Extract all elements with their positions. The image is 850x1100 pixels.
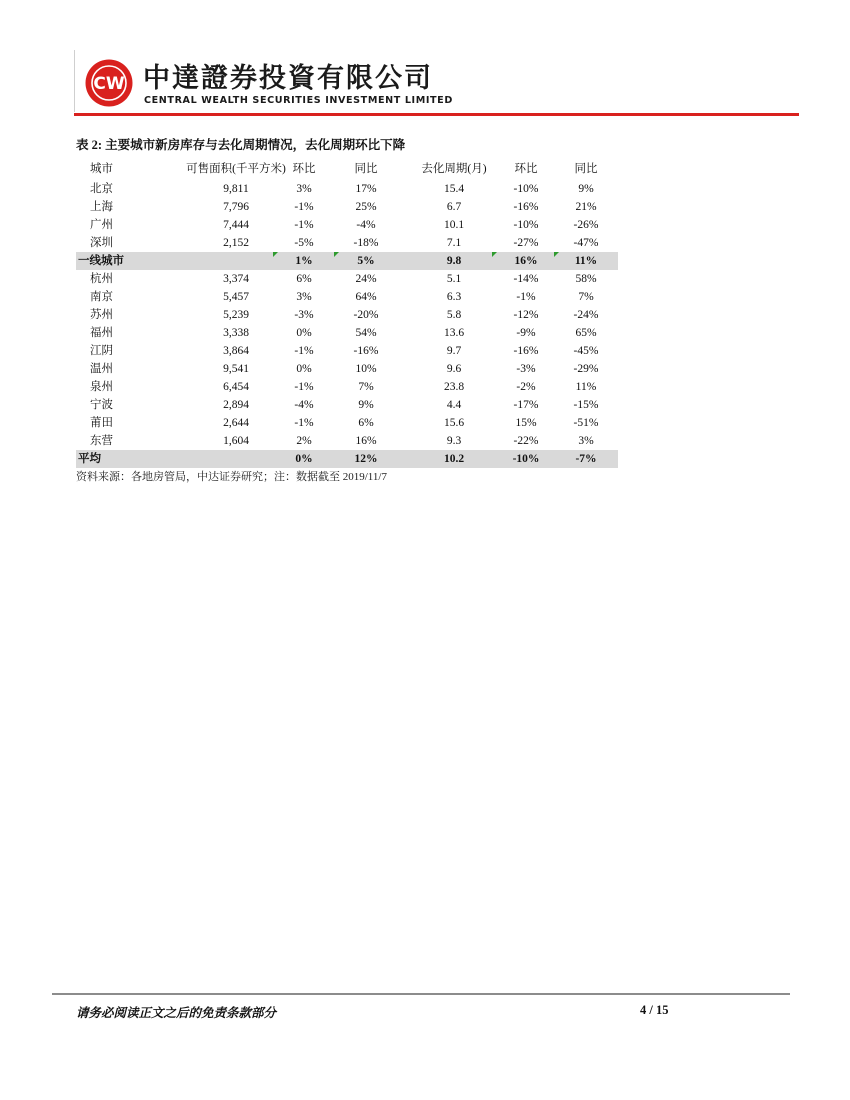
- table-row: [76, 216, 618, 234]
- cell-area: 3,864: [223, 345, 249, 357]
- cell-months: 9.6: [446, 363, 462, 375]
- company-name-en: CENTRAL WEALTH SECURITIES INVESTMENT LIMITED: [144, 95, 453, 106]
- cell-months: 23.8: [443, 381, 465, 393]
- cell-months-yoy: -45%: [573, 345, 599, 357]
- header-area-yoy: 同比: [354, 163, 378, 175]
- company-logo: [84, 58, 134, 108]
- table-row: [76, 198, 618, 216]
- cell-months-mom: -14%: [513, 273, 539, 285]
- cell-months-mom: -10%: [513, 183, 539, 195]
- cell-area-yoy: 6%: [358, 417, 374, 429]
- cell-months-mom: -27%: [513, 237, 539, 249]
- cell-area-mom: 0%: [295, 453, 313, 465]
- cell-months-yoy: 7%: [578, 291, 594, 303]
- table-row: [76, 252, 618, 270]
- header-divider: [74, 50, 75, 112]
- cell-area-mom: -3%: [294, 309, 314, 321]
- cell-area: 7,796: [223, 201, 249, 213]
- cell-area-yoy: 17%: [355, 183, 377, 195]
- cell-city: 杭州: [90, 273, 113, 285]
- cell-area-mom: -4%: [294, 399, 314, 411]
- cell-months-mom: -16%: [513, 201, 539, 213]
- cell-months: 7.1: [446, 237, 462, 249]
- table-row: [76, 450, 618, 468]
- cell-months-mom: -2%: [516, 381, 536, 393]
- cell-months-yoy: 3%: [578, 435, 594, 447]
- table-title: 表 2: 主要城市新房库存与去化周期情况，去化周期环比下降: [76, 138, 406, 152]
- cell-months-mom: 16%: [514, 255, 538, 267]
- table-row: [76, 180, 618, 198]
- cell-area-mom: -1%: [294, 417, 314, 429]
- cell-city: 东营: [90, 435, 113, 447]
- footer-rule: [52, 993, 790, 995]
- cell-city: 苏州: [90, 309, 113, 321]
- table-row: [76, 396, 618, 414]
- cell-months: 9.7: [446, 345, 462, 357]
- cell-months-yoy: 21%: [575, 201, 597, 213]
- header-months-yoy: 同比: [574, 163, 598, 175]
- cell-area-yoy: 5%: [357, 255, 375, 267]
- table-row: [76, 324, 618, 342]
- cell-city: 温州: [90, 363, 113, 375]
- cell-months-mom: -10%: [513, 219, 539, 231]
- cell-months-yoy: -24%: [573, 309, 599, 321]
- cell-area: 2,894: [223, 399, 249, 411]
- cell-area: 2,644: [223, 417, 249, 429]
- cell-city: 福州: [90, 327, 113, 339]
- cell-months: 6.7: [446, 201, 462, 213]
- header-rule: [74, 113, 799, 116]
- cell-city: 上海: [90, 201, 113, 213]
- cell-months: 10.2: [443, 453, 465, 465]
- cell-months: 5.8: [446, 309, 462, 321]
- cell-area-mom: 0%: [296, 363, 312, 375]
- cell-area: 6,454: [223, 381, 249, 393]
- cell-area: 3,338: [223, 327, 249, 339]
- cell-city: 平均: [78, 453, 101, 465]
- cell-months-yoy: -29%: [573, 363, 599, 375]
- table-row: [76, 306, 618, 324]
- cell-city: 莆田: [90, 417, 113, 429]
- cell-area-mom: 1%: [295, 255, 313, 267]
- cell-months: 9.8: [446, 255, 462, 267]
- cell-area-mom: -1%: [294, 219, 314, 231]
- header-months-mom: 环比: [514, 163, 538, 175]
- table-body: [76, 180, 618, 468]
- table-row: [76, 270, 618, 288]
- cell-months-yoy: 9%: [578, 183, 594, 195]
- cell-area-yoy: 10%: [355, 363, 377, 375]
- header-area: 可售面积(千平方米): [186, 163, 286, 175]
- cell-area: 5,239: [223, 309, 249, 321]
- cell-area: 2,152: [223, 237, 249, 249]
- table-row: [76, 378, 618, 396]
- cell-months: 15.4: [443, 183, 465, 195]
- cell-area-yoy: -4%: [356, 219, 376, 231]
- cell-city: 泉州: [90, 381, 113, 393]
- cell-city: 广州: [90, 219, 113, 231]
- cell-area-yoy: -16%: [353, 345, 379, 357]
- cell-area-yoy: -18%: [353, 237, 379, 249]
- cell-months-mom: -12%: [513, 309, 539, 321]
- cell-months-mom: -10%: [512, 453, 540, 465]
- cell-months-mom: -17%: [513, 399, 539, 411]
- page-number: 4 / 15: [640, 1003, 669, 1017]
- cell-area-mom: -1%: [294, 201, 314, 213]
- cell-area-mom: -5%: [294, 237, 314, 249]
- header-city: 城市: [90, 163, 113, 175]
- cell-area-yoy: 9%: [358, 399, 374, 411]
- cell-city: 宁波: [90, 399, 113, 411]
- cell-area-yoy: 64%: [355, 291, 377, 303]
- cell-months-yoy: -51%: [573, 417, 599, 429]
- cell-months: 10.1: [443, 219, 465, 231]
- inventory-table: [76, 160, 618, 468]
- cell-months-mom: -16%: [513, 345, 539, 357]
- cell-area-mom: 2%: [296, 435, 312, 447]
- cell-area: 3,374: [223, 273, 249, 285]
- cell-area: 9,541: [223, 363, 249, 375]
- cell-months-yoy: -7%: [575, 453, 597, 465]
- cell-area-yoy: 7%: [358, 381, 374, 393]
- cell-months: 15.6: [443, 417, 465, 429]
- cell-area-mom: -1%: [294, 345, 314, 357]
- cell-months-mom: -22%: [513, 435, 539, 447]
- cell-city: 南京: [90, 291, 113, 303]
- cell-area-mom: -1%: [294, 381, 314, 393]
- cell-area-yoy: 25%: [355, 201, 377, 213]
- cell-area-mom: 3%: [296, 183, 312, 195]
- table-row: [76, 360, 618, 378]
- cell-months-mom: -3%: [516, 363, 536, 375]
- cell-months-yoy: -26%: [573, 219, 599, 231]
- cell-months-yoy: -47%: [573, 237, 599, 249]
- cell-area-yoy: 12%: [354, 453, 378, 465]
- table-row: [76, 234, 618, 252]
- cell-city: 北京: [90, 183, 113, 195]
- cell-area-yoy: 16%: [355, 435, 377, 447]
- cell-months: 4.4: [446, 399, 462, 411]
- cell-months: 5.1: [446, 273, 462, 285]
- cell-months: 6.3: [446, 291, 462, 303]
- cell-city: 深圳: [90, 237, 113, 249]
- footer-disclaimer: 请务必阅读正文之后的免责条款部分: [76, 1006, 277, 1020]
- cell-months-yoy: 58%: [575, 273, 597, 285]
- cell-months: 13.6: [443, 327, 465, 339]
- table-row: [76, 414, 618, 432]
- table-row: [76, 288, 618, 306]
- table-row: [76, 342, 618, 360]
- table-row: [76, 432, 618, 450]
- logo-text: CW: [93, 74, 125, 94]
- cell-months-yoy: 11%: [574, 255, 598, 267]
- cell-area-yoy: 24%: [355, 273, 377, 285]
- cell-area-mom: 6%: [296, 273, 312, 285]
- cell-area: 5,457: [223, 291, 249, 303]
- cell-months-yoy: 65%: [575, 327, 597, 339]
- cell-area-mom: 0%: [296, 327, 312, 339]
- cell-months: 9.3: [446, 435, 462, 447]
- cell-area: 1,604: [223, 435, 249, 447]
- cell-months-mom: -1%: [516, 291, 536, 303]
- cell-months-yoy: 11%: [575, 381, 597, 393]
- table-header-row: [76, 160, 618, 180]
- cell-city: 一线城市: [78, 255, 124, 267]
- cell-area: 7,444: [223, 219, 249, 231]
- cell-months-yoy: -15%: [573, 399, 599, 411]
- cell-months-mom: -9%: [516, 327, 536, 339]
- cell-months-mom: 15%: [515, 417, 537, 429]
- header-months: 去化周期(月): [421, 163, 487, 175]
- source-note: 资料来源：各地房管局，中达证券研究；注：数据截至 2019/11/7: [76, 471, 387, 483]
- cell-area: 9,811: [223, 183, 249, 195]
- cell-area-yoy: -20%: [353, 309, 379, 321]
- company-name-cn: 中達證券投資有限公司: [143, 63, 433, 94]
- cell-city: 江阴: [90, 345, 113, 357]
- cell-area-yoy: 54%: [355, 327, 377, 339]
- header-area-mom: 环比: [292, 163, 316, 175]
- cell-area-mom: 3%: [296, 291, 312, 303]
